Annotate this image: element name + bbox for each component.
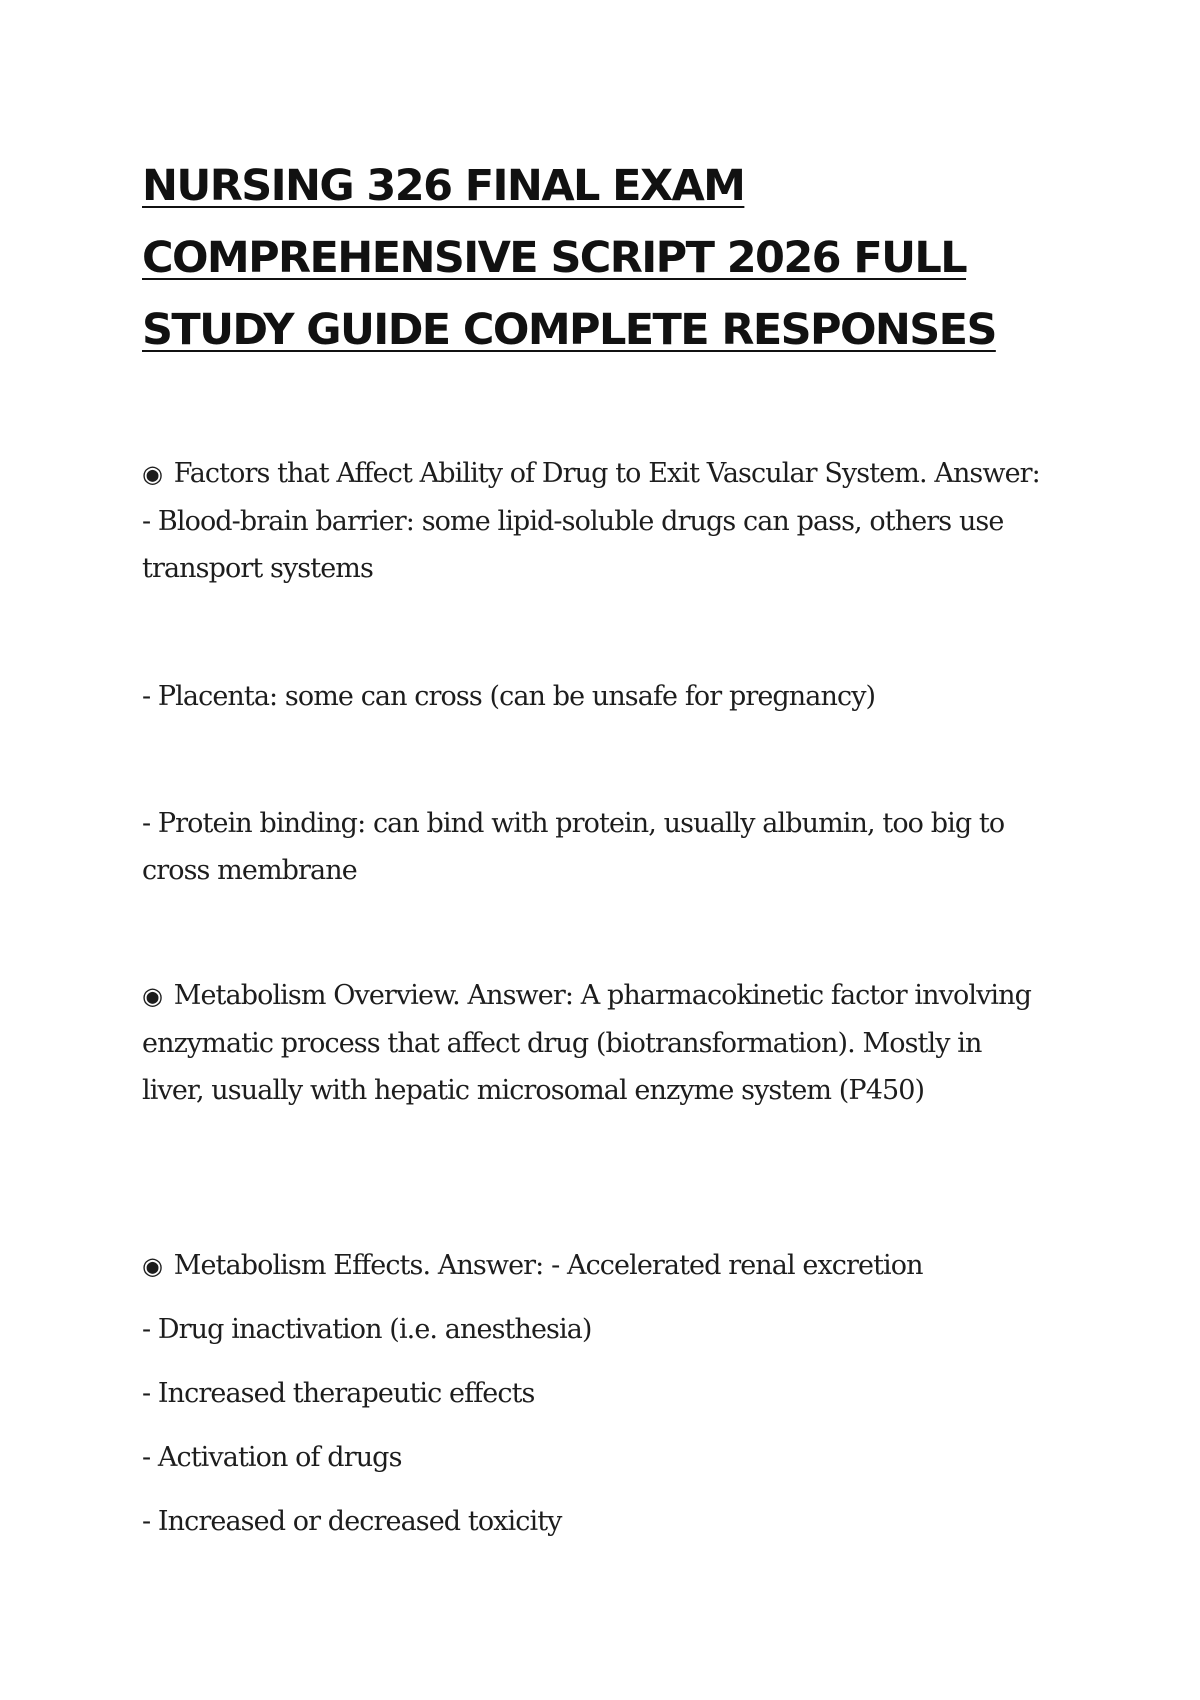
document-page bbox=[142, 150, 1062, 1537]
metabolism-effects-heading-line bbox=[142, 1242, 1042, 1306]
metabolism-overview-paragraph bbox=[142, 972, 1042, 1114]
list-item: - Increased therapeutic effects bbox=[142, 1378, 535, 1409]
radio-bullet-icon: ◉ bbox=[142, 460, 163, 488]
radio-bullet-icon: ◉ bbox=[142, 982, 163, 1010]
metabolism-effects-question: Metabolism Effects. bbox=[173, 1250, 431, 1281]
list-item: - Increased or decreased toxicity bbox=[142, 1506, 562, 1537]
document-title: NURSING 326 FINAL EXAM COMPREHENSIVE SCRIPT 2026 FULL STUDY GUIDE COMPLETE RESPONSES bbox=[142, 161, 996, 355]
factors-question: Factors that Affect Ability of Drug to Exit Vascular System. bbox=[173, 458, 927, 489]
factors-answer: Answer: - Blood-brain barrier: some lipid-soluble drugs can pass, others use transport systems bbox=[142, 458, 1040, 584]
metabolism-effects-answer: Answer: - Accelerated renal excretion bbox=[437, 1250, 923, 1281]
metabolism-overview-question: Metabolism Overview. bbox=[173, 980, 460, 1011]
placenta-paragraph: - Placenta: some can cross (can be unsafe for pregnancy) bbox=[142, 681, 876, 712]
metabolism-effects-section bbox=[142, 1242, 1042, 1562]
list-item: - Drug inactivation (i.e. anesthesia) bbox=[142, 1314, 592, 1345]
factors-paragraph bbox=[142, 450, 1042, 592]
protein-binding-paragraph: - Protein binding: can bind with protein, usually albumin, too big to cross membrane bbox=[142, 808, 1005, 886]
list-item: - Activation of drugs bbox=[142, 1442, 402, 1473]
radio-bullet-icon: ◉ bbox=[142, 1252, 163, 1280]
metabolism-overview-answer: Answer: A pharmacokinetic factor involving enzymatic process that affect drug (biotransformation). Mostly in liver, usually with hepatic microsomal enzyme system (P450) bbox=[142, 980, 1032, 1106]
